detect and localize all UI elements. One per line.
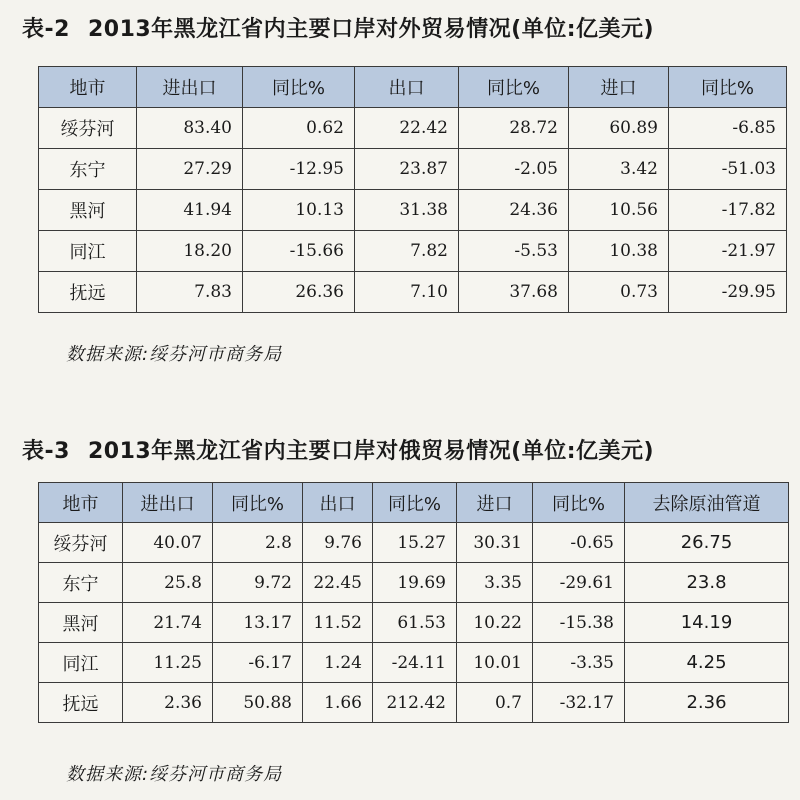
value-cell: -2.05 bbox=[459, 149, 569, 190]
table3-header-cell: 进口 bbox=[457, 483, 533, 523]
table-row bbox=[39, 149, 787, 190]
value-cell: -5.53 bbox=[459, 231, 569, 272]
table2-title: 2013年黑龙江省内主要口岸对外贸易情况(单位:亿美元) bbox=[87, 17, 655, 42]
city-cell: 黑河 bbox=[39, 190, 137, 231]
table2-header-row bbox=[39, 67, 787, 108]
value-cell: 10.22 bbox=[457, 603, 533, 643]
value-cell: 28.72 bbox=[459, 108, 569, 149]
city-cell: 东宁 bbox=[39, 563, 123, 603]
value-cell: 11.52 bbox=[303, 603, 373, 643]
table2-header-cell: 进出口 bbox=[137, 67, 243, 108]
value-cell: -32.17 bbox=[533, 683, 625, 723]
value-cell: 11.25 bbox=[123, 643, 213, 683]
value-cell: 25.8 bbox=[123, 563, 213, 603]
table3-header-cell: 进出口 bbox=[123, 483, 213, 523]
value-cell: 15.27 bbox=[373, 523, 457, 563]
value-cell: 83.40 bbox=[137, 108, 243, 149]
table-row bbox=[39, 563, 789, 603]
value-cell: 22.42 bbox=[355, 108, 459, 149]
table2 bbox=[38, 66, 787, 313]
city-cell: 抚远 bbox=[39, 272, 137, 313]
value-cell: 3.42 bbox=[569, 149, 669, 190]
city-cell: 绥芬河 bbox=[39, 108, 137, 149]
value-cell: 19.69 bbox=[373, 563, 457, 603]
city-cell: 同江 bbox=[39, 643, 123, 683]
city-cell: 同江 bbox=[39, 231, 137, 272]
table-row bbox=[39, 231, 787, 272]
value-cell: 2.36 bbox=[123, 683, 213, 723]
value-cell: -29.95 bbox=[669, 272, 787, 313]
table-row bbox=[39, 108, 787, 149]
table3-label: 表-3 bbox=[22, 439, 70, 464]
value-cell: -51.03 bbox=[669, 149, 787, 190]
table2-header-cell: 进口 bbox=[569, 67, 669, 108]
table3-title: 2013年黑龙江省内主要口岸对俄贸易情况(单位:亿美元) bbox=[87, 439, 655, 464]
value-cell: 37.68 bbox=[459, 272, 569, 313]
table2-header-cell: 同比% bbox=[459, 67, 569, 108]
table2-label: 表-2 bbox=[22, 17, 70, 42]
city-cell: 东宁 bbox=[39, 149, 137, 190]
table3-header-cell: 去除原油管道 bbox=[625, 483, 789, 523]
value-cell: -12.95 bbox=[243, 149, 355, 190]
value-cell: 1.24 bbox=[303, 643, 373, 683]
value-cell: -24.11 bbox=[373, 643, 457, 683]
value-cell: 18.20 bbox=[137, 231, 243, 272]
value-cell: 2.8 bbox=[213, 523, 303, 563]
value-cell: 10.38 bbox=[569, 231, 669, 272]
table2-header-cell: 同比% bbox=[243, 67, 355, 108]
city-cell: 抚远 bbox=[39, 683, 123, 723]
value-cell: 9.72 bbox=[213, 563, 303, 603]
table-row bbox=[39, 643, 789, 683]
value-cell: 10.01 bbox=[457, 643, 533, 683]
value-cell: 1.66 bbox=[303, 683, 373, 723]
value-cell: -3.35 bbox=[533, 643, 625, 683]
table3-header-row bbox=[39, 483, 789, 523]
table3-header-cell: 地市 bbox=[39, 483, 123, 523]
table3-caption bbox=[22, 434, 654, 465]
value-cell: 212.42 bbox=[373, 683, 457, 723]
city-cell: 绥芬河 bbox=[39, 523, 123, 563]
table-row bbox=[39, 603, 789, 643]
value-cell: 0.73 bbox=[569, 272, 669, 313]
value-cell: 23.87 bbox=[355, 149, 459, 190]
value-cell: 2.36 bbox=[625, 683, 789, 723]
table2-header-cell: 地市 bbox=[39, 67, 137, 108]
value-cell: 10.56 bbox=[569, 190, 669, 231]
value-cell: 0.7 bbox=[457, 683, 533, 723]
value-cell: 4.25 bbox=[625, 643, 789, 683]
value-cell: 3.35 bbox=[457, 563, 533, 603]
value-cell: 21.74 bbox=[123, 603, 213, 643]
value-cell: 0.62 bbox=[243, 108, 355, 149]
value-cell: 14.19 bbox=[625, 603, 789, 643]
table3-header-cell: 同比% bbox=[373, 483, 457, 523]
value-cell: 9.76 bbox=[303, 523, 373, 563]
table3-header-cell: 同比% bbox=[533, 483, 625, 523]
value-cell: 30.31 bbox=[457, 523, 533, 563]
value-cell: 7.82 bbox=[355, 231, 459, 272]
value-cell: 23.8 bbox=[625, 563, 789, 603]
table2-header-cell: 同比% bbox=[669, 67, 787, 108]
value-cell: -6.17 bbox=[213, 643, 303, 683]
value-cell: 60.89 bbox=[569, 108, 669, 149]
value-cell: -0.65 bbox=[533, 523, 625, 563]
city-cell: 黑河 bbox=[39, 603, 123, 643]
table-row bbox=[39, 683, 789, 723]
value-cell: 13.17 bbox=[213, 603, 303, 643]
value-cell: 41.94 bbox=[137, 190, 243, 231]
value-cell: -29.61 bbox=[533, 563, 625, 603]
value-cell: -15.66 bbox=[243, 231, 355, 272]
value-cell: -6.85 bbox=[669, 108, 787, 149]
table3-source-note: 数据来源:绥芬河市商务局 bbox=[66, 764, 283, 785]
value-cell: 40.07 bbox=[123, 523, 213, 563]
table3-header-cell: 出口 bbox=[303, 483, 373, 523]
table-row bbox=[39, 523, 789, 563]
table3-header-cell: 同比% bbox=[213, 483, 303, 523]
table-row bbox=[39, 272, 787, 313]
value-cell: 10.13 bbox=[243, 190, 355, 231]
value-cell: 31.38 bbox=[355, 190, 459, 231]
value-cell: 61.53 bbox=[373, 603, 457, 643]
value-cell: 7.10 bbox=[355, 272, 459, 313]
value-cell: 50.88 bbox=[213, 683, 303, 723]
table2-header-cell: 出口 bbox=[355, 67, 459, 108]
table2-source-note: 数据来源:绥芬河市商务局 bbox=[66, 344, 283, 365]
value-cell: 22.45 bbox=[303, 563, 373, 603]
value-cell: 26.36 bbox=[243, 272, 355, 313]
table-row bbox=[39, 190, 787, 231]
table3 bbox=[38, 482, 789, 723]
table2-caption bbox=[22, 12, 654, 43]
value-cell: 27.29 bbox=[137, 149, 243, 190]
value-cell: -17.82 bbox=[669, 190, 787, 231]
value-cell: 26.75 bbox=[625, 523, 789, 563]
value-cell: -15.38 bbox=[533, 603, 625, 643]
value-cell: 24.36 bbox=[459, 190, 569, 231]
value-cell: 7.83 bbox=[137, 272, 243, 313]
value-cell: -21.97 bbox=[669, 231, 787, 272]
